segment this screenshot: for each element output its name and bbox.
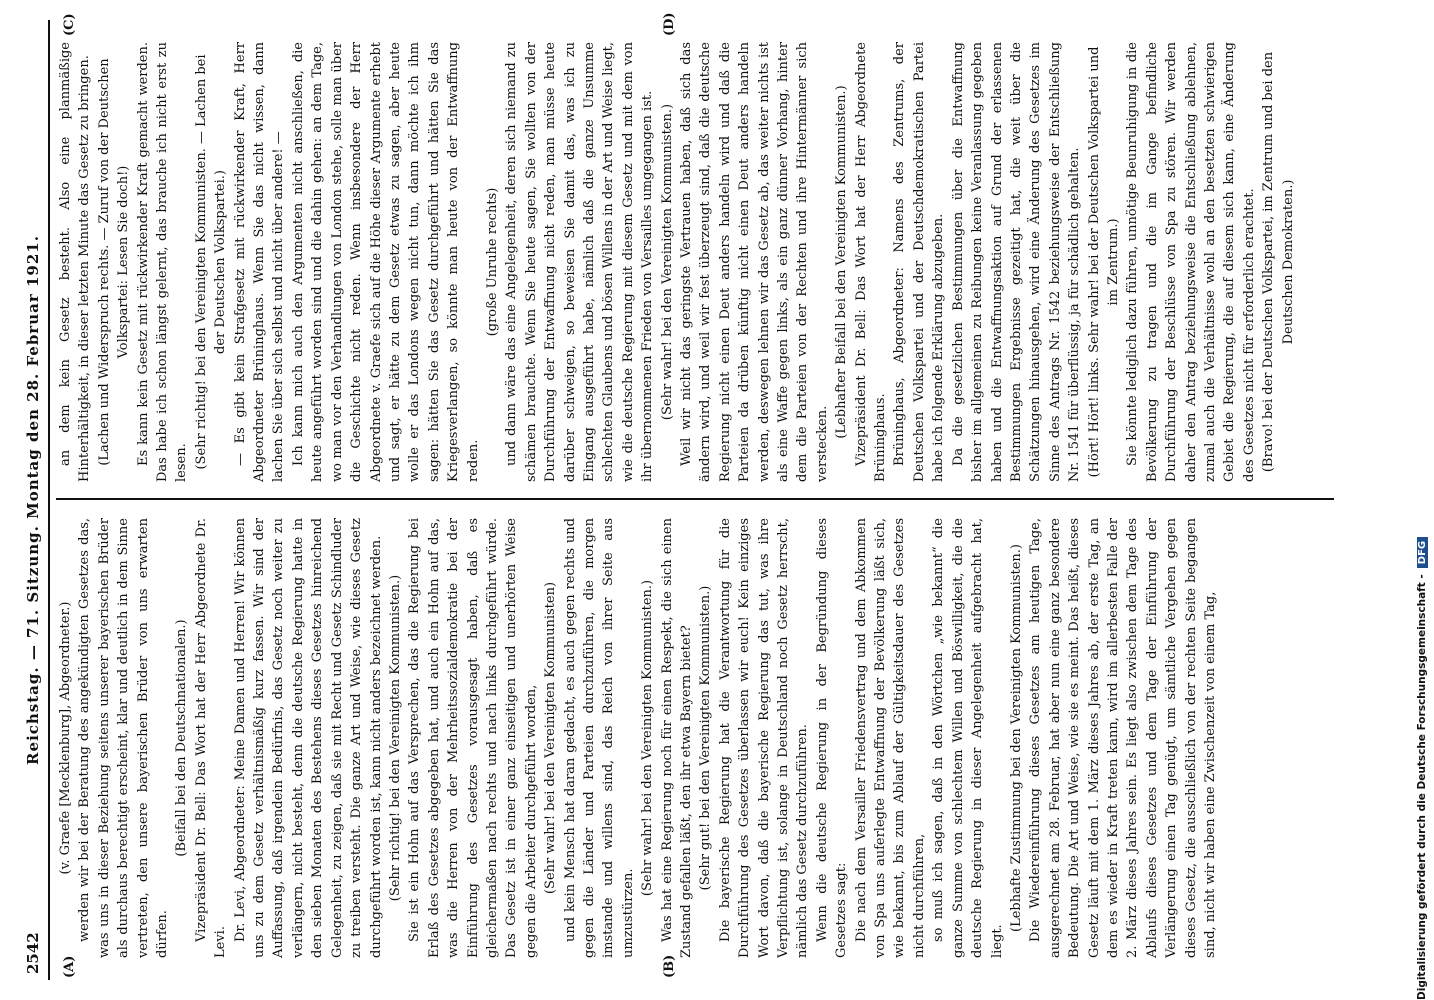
running-head: Reichstag. — 71. Sitzung. Montag den 28. Februar 1921. — [24, 235, 42, 765]
paragraph: so muß ich sagen, daß in den Wörtchen „wie bekannt“ die ganze Summe von schlechtem Willen und Böswilligkeit, die die deutsche Regierung in dieser Angelegenheit aufgebracht hat, liegt. — [931, 518, 1005, 958]
paragraph: (Bravo! bei der Deutschen Volkspartei, im Zentrum und bei den Deutschen Demokraten.) — [1261, 51, 1296, 473]
paragraph: Es kann kein Gesetz mit rückwirkender Kraft gemacht werden. Das habe ich schon längst gelernt, das brauche ich nicht erst zu lesen. — [135, 42, 190, 482]
page-header — [20, 20, 50, 980]
paragraph: Brüninghaus, Abgeordneter: Namens des Zentrums, der Deutschen Volkspartei und der Deutschdemokratischen Partei habe ich folgende Erklärung abzugeben. — [892, 42, 947, 482]
paragraph: Dr. Levi, Abgeordneter: Meine Damen und Herren! Wir können uns zu dem Gesetz verhältnismäßig kurz fassen. Wir sind der Auffassung, daß irgendein Bedürfnis, das Gesetz noch weiter zu verlängern, nicht besteht, denn die deutsche Regierung hatte in den sieben Monaten des Bestehens dieses Gesetzes hinreichend Gelegenheit, zu zeigen, daß sie mit Recht und Gesetz Schindluder zu treiben versteht. Die ganze Art und Weise, wie dieses Gesetz durchgeführt worden ist, kann nicht anders bezeichnet werden. — [232, 518, 384, 958]
right-text-column — [56, 42, 1332, 482]
paragraph: Die nach dem Versailler Friedensvertrag und dem Abkommen von Spa uns auferlegte Entwaffnung der Bevölkerung läßt sich, wie bekannt, bis zum Ablauf der Gültigkeitsdauer des Gesetzes nicht durchführen, — [853, 518, 927, 958]
paragraph: und dann wäre das eine Angelegenheit, deren sich niemand zu schämen brauchte. Wenn Sie heute sagen, Sie wollten von der Durchführung der Entwaffnung nicht reden, man müsse heute darüber schweigen, so beweisen Sie damit das, was ich zu Eingang ausgeführt habe, nämlich daß die ganze Unsumme schlechten Glaubens und bösen Willens in der Art und Weise liegt, wie die deutsche Regierung mit diesem Gesetz und mit dem von ihr übernommenen Frieden von Versailles umgegangen ist. — [504, 42, 656, 482]
paragraph: (Sehr richtig! bei den Vereinigten Kommunisten.) — [387, 574, 403, 902]
paragraph: und kein Mensch hat daran gedacht, es auch gegen rechts und gegen die Länder und Parteien durchzuführen, die morgen imstande und willens sind, das Reich von ihrer Seite aus umzustürzen. — [562, 518, 636, 958]
paragraph: Vizepräsident Dr. Bell: Das Wort hat der Herr Abgeordnete Dr. Levi. — [193, 518, 229, 958]
paragraph: Ich kann mich auch den Argumenten nicht anschließen, die heute angeführt worden sind und die dahin gehen: an dem Tage, wo man vor den Verhandlungen von London stehe, solle man über die Geschichte nicht reden. Wenn insbesondere der Herr Abgeordnete v. Graefe sich auf die Höhe dieser Argumente erhebt und sagt, er hätte zu dem Gesetz etwas zu sagen, aber heute wolle er das Londons wegen nicht tun, dann möchte ich ihm sagen: hätten Sie das Gesetz durchgeführt und hätten Sie das Kriegesverlangen, so könnte man heute von der Entwaffnung reden. — [290, 42, 481, 482]
paragraph: (Sehr wahr! bei den Vereinigten Kommunisten.) — [640, 579, 656, 897]
paragraph: Die bayerische Regierung hat die Verantwortung für die Durchführung des Gesetzes überlassen wir euch! Kein einziges Wort davon, daß die bayerische Regierung das tut, was ihre Verpflichtung ist, solange in Deutschland noch Gesetz herrscht, nämlich das Gesetz durchzuführen. — [717, 518, 811, 958]
paragraph: Weil wir nicht das geringste Vertrauen haben, daß sich das ändern wird, und weil wir fest überzeugt sind, daß die deutsche Regierung nicht einen Deut anders handeln wird und daß die Parteien da drüben künftig nicht einen Deut anders handeln werden, deswegen lehnen wir das Gesetz ab, das weiter nichts ist als eine Waffe gegen links, als ein ganz dünner Vorhang, hinter dem die Parteien von der Rechten und ihre Hintermänner sich verstecken. — [679, 42, 830, 482]
paragraph: (Sehr gut! bei den Vereinigten Kommunisten.) — [698, 585, 714, 891]
paragraph: (Lebhafter Beifall bei den Vereinigten Kommunisten.) — [834, 85, 850, 439]
margin-marker-d: (D) — [662, 12, 677, 36]
paragraph: an dem kein Gesetz besteht. Also eine planmäßige Hinterhältigkeit, in dieser letzten Minute das Gesetz zu bringen. — [58, 42, 93, 482]
paragraph: Die Wiedereinführung dieses Gesetzes am heutigen Tage, ausgerechnet am 28. Februar, hat aber nun eine ganz besondere Bedeutung. Die Art und Weise, wie sie es meint. Das heißt, dieses Gesetz läuft mit dem 1. März dieses Jahres ab, der erste Tag, an dem es wieder in Kraft treten kann, wird im allerbesten Falle der 2. März dieses Jahres sein. Es liegt also zwischen dem Tage des Ablaufs dieses Gesetzes und dem Tage der Einführung der Verlängerung einen Tag genügt, um sämtliche Vergehen gegen dieses Gesetz, die ausschließlich von der rechten Seite begangen sind, nicht wir haben eine Zwischenzeit von einem Tag, — [1028, 518, 1218, 958]
margin-marker-a: (A) — [62, 955, 77, 978]
paragraph: (Sehr wahr! bei den Vereinigten Kommunisten) — [543, 581, 559, 895]
paragraph: Sie ist ein Hohn auf das Versprechen, das die Regierung bei Erlaß des Gesetzes abgegeben hat, und auch ein Hohn auf das, was die Herren von der Mehrheitssozialdemokratie bei der Einführung des Gesetzes vorausgesagt haben, daß es gleichermaßen nach rechts und nach links durchgeführt würde. Das Gesetz ist in einer ganz einseitigen und unerhörten Weise gegen die Arbeiter durchgeführt worden, — [407, 518, 539, 958]
digitization-credit — [1412, 0, 1434, 1000]
margin-marker-c: (C) — [62, 13, 77, 36]
page-number: 2542 — [24, 932, 42, 974]
paragraph: Was hat eine Regierung noch für einen Respekt, die sich einen Zustand gefallen läßt, den ihr etwa Bayern bietet? — [659, 518, 694, 958]
paragraph: Vizepräsident Dr. Bell: Das Wort hat der Herr Abgeordnete Brüninghaus. — [853, 42, 889, 482]
paragraph: (große Unruhe rechts) — [484, 187, 500, 337]
paragraph: (Sehr richtig! bei den Vereinigten Kommunisten. — Lachen bei der Deutschen Volkspartei.) — [193, 54, 229, 470]
paragraph: Sie könnte lediglich dazu führen, unnötige Beunruhigung in die Bevölkerung zu tragen und die im Gange befindliche Durchführung der Beschlüsse von Spa zu stören. Wir werden daher den Antrag beziehungsweise die Entschließung ablehnen, zumal auch die Verhältnisse wohl an den besetzten schwierigen Gebiet die Regierung, die auf diesem sich kann, eine Änderung des Gesetzes nicht für erforderlich erachtet. — [1125, 42, 1257, 482]
credit-text: Digitalisierung gefördert durch die Deutsche Forschungsgemeinschaft - — [1416, 574, 1428, 1000]
rotated-document-page — [20, 12, 1340, 980]
paragraph: (Lebhafte Zustimmung bei den Vereinigten Kommunisten.) — [1008, 544, 1024, 932]
paragraph: Wenn die deutsche Regierung in der Begründung dieses Gesetzes sagt: — [814, 518, 850, 958]
paragraph: werden wir bei der Beratung des angekündigten Gesetzes das, was uns in dieser Beziehung seitens unserer bayerischen Brüder als durchaus berechtigt erscheint, klar und deutlich in dem Sinne vertreten, den unsere bayerischen Brüder von uns erwarten dürfen. — [77, 518, 171, 958]
column-divider — [56, 498, 1334, 500]
paragraph: (Beifall bei den Deutschnationalen.) — [174, 619, 190, 857]
paragraph: (Sehr wahr! bei den Vereinigten Kommunisten.) — [659, 103, 675, 421]
paragraph: — Es gibt kein Strafgesetz mit rückwirkender Kraft, Herr Abgeordneter Brüninghaus. Wenn Sie das nicht wissen, dann lachen Sie über sich selbst und nicht über andere! — — [232, 42, 287, 482]
margin-marker-b: (B) — [662, 954, 677, 978]
dfg-logo: DFG — [1417, 537, 1428, 568]
paragraph: (v. Graefe [Mecklenburg], Abgeordneter.) — [58, 601, 73, 875]
paragraph: Da die gesetzlichen Bestimmungen über die Entwaffnung bisher im allgemeinen zu Reibungen keine Veranlassung gegeben haben und die Entwaffnungsaktion auf Grund der erlassenen Bestimmungen Ergebnisse gezeitigt hat, die weit über die Schätzungen hinausgehen, wird eine Änderung des Gesetzes im Sinne des Antrags Nr. 1542 beziehungsweise der Entschließung Nr. 1541 für überflüssig, ja für schädlich gehalten. — [950, 42, 1083, 482]
left-text-column — [56, 518, 1332, 958]
paragraph: (Hört! Hört! links. Sehr wahr! bei der Deutschen Volkspartei und im Zentrum.) — [1086, 46, 1121, 478]
paragraph: (Lachen und Widerspruch rechts. — Zuruf von der Deutschen Volkspartei: Lesen Sie doch!) — [96, 58, 132, 466]
